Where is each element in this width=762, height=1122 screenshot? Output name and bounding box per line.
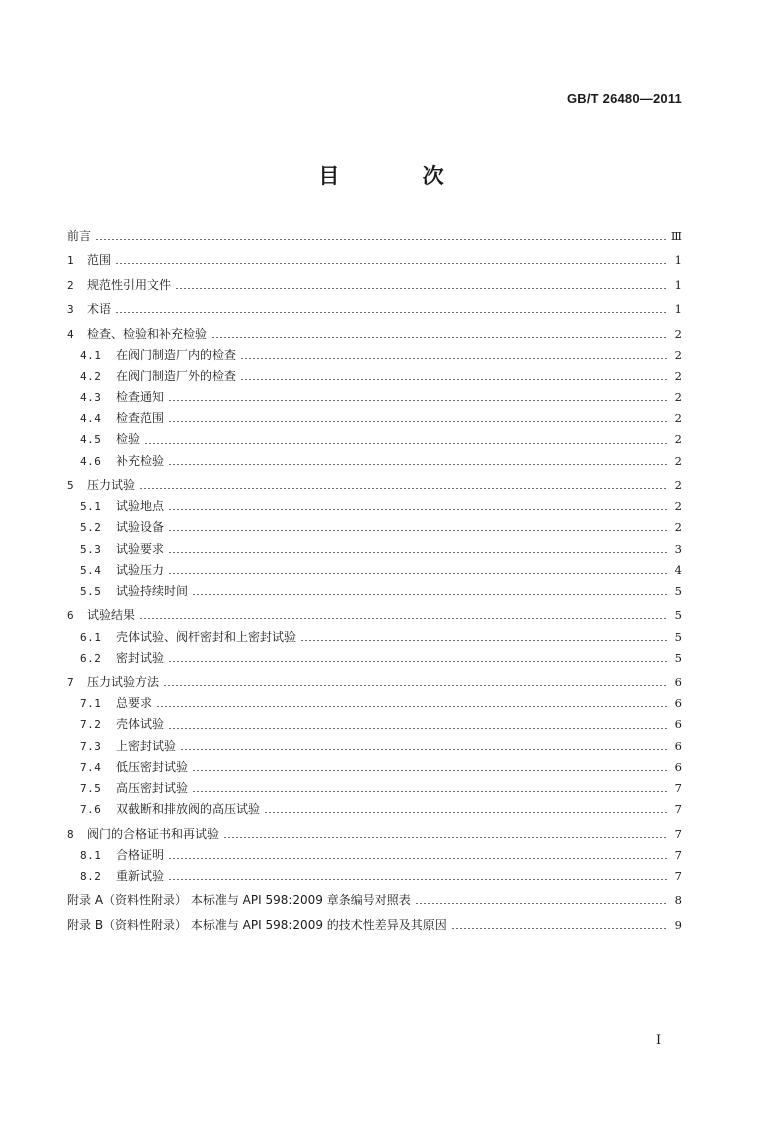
toc-entry[interactable]: [67, 757, 682, 778]
toc-entry-page: 2: [674, 453, 682, 468]
dot-leader: [168, 400, 668, 401]
toc-entry-page: 7: [674, 802, 682, 817]
toc-entry-label: 试验压力: [116, 562, 165, 577]
toc-entry-number: 5.2: [80, 521, 102, 535]
dot-leader: [144, 443, 668, 444]
toc-entry-number: 4.2: [80, 369, 102, 383]
dot-leader: [168, 858, 668, 859]
dot-leader: [139, 618, 668, 619]
toc-entry-label: 试验结果: [87, 608, 136, 623]
toc-entry-page: 5: [674, 608, 682, 623]
toc-entry[interactable]: [67, 324, 682, 345]
toc-entry-label: 总要求: [116, 696, 153, 711]
toc-entry[interactable]: [67, 539, 682, 560]
dot-leader: [211, 337, 668, 338]
dot-leader: [168, 509, 668, 510]
toc-entry[interactable]: [67, 799, 682, 820]
toc-entry-page: 6: [674, 696, 682, 711]
toc-entry-page: 2: [674, 326, 682, 341]
toc-entry-number: 4.4: [80, 412, 102, 426]
toc-entry-label: 前言: [67, 229, 92, 243]
toc-entry-number: 7.6: [80, 803, 102, 817]
dot-leader: [223, 837, 668, 838]
toc-entry-number: 7.5: [80, 782, 102, 795]
toc-entry-label: 阀门的合格证书和再试验: [87, 826, 220, 841]
toc-entry-number: 5.3: [80, 542, 102, 556]
toc-entry-number: 5: [67, 479, 74, 492]
toc-entry-label: 范围: [87, 253, 112, 268]
toc-entry-page: 2: [674, 432, 682, 447]
toc-entry[interactable]: [67, 627, 682, 648]
dot-leader: [168, 573, 668, 574]
dot-leader: [168, 464, 668, 465]
dot-leader: [264, 812, 668, 813]
toc-entry[interactable]: [67, 451, 682, 472]
toc-entry-number: 4.3: [80, 391, 102, 405]
dot-leader: [240, 358, 668, 359]
toc-entry-page: 3: [674, 541, 682, 556]
toc-entry-page: 1: [674, 253, 682, 268]
dot-leader: [115, 312, 668, 313]
dot-leader: [192, 791, 668, 792]
toc-entry-label: 试验地点: [116, 499, 165, 514]
toc-entry-number: 7: [67, 676, 74, 690]
dot-leader: [115, 263, 668, 264]
toc-entry[interactable]: [67, 429, 682, 450]
page-title: 目 次: [318, 164, 482, 188]
dot-leader: [95, 239, 667, 240]
toc-entry-number: 5.1: [80, 500, 102, 514]
toc-entry-number: 7.4: [80, 760, 102, 774]
toc-entry[interactable]: [67, 778, 682, 799]
toc-entry-page: 2: [674, 347, 682, 362]
dot-leader: [168, 552, 668, 553]
toc-entry-page: 6: [674, 675, 682, 690]
toc-entry-label: 附录 A（资料性附录） 本标准与 API 598:2009 章条编号对照表: [67, 893, 411, 908]
toc-entry-label: 高压密封试验: [116, 781, 189, 795]
dot-leader: [415, 903, 668, 904]
toc-entry-label: 规范性引用文件: [87, 277, 172, 292]
toc-entry-number: 4.5: [80, 433, 102, 447]
toc-entry-page: 2: [674, 411, 682, 426]
toc-entry[interactable]: [67, 366, 682, 387]
toc-entry-page: 7: [674, 826, 682, 841]
toc-entry-number: 5.5: [80, 584, 102, 598]
toc-entry-page: 7: [674, 781, 682, 795]
toc-entry-number: 5.4: [80, 563, 102, 577]
toc-entry-page: Ⅲ: [670, 229, 682, 243]
toc-entry[interactable]: [67, 387, 682, 408]
toc-entry-page: 2: [674, 499, 682, 514]
dot-leader: [168, 661, 668, 662]
toc-entry-label: 低压密封试验: [116, 759, 189, 774]
toc-entry[interactable]: [67, 845, 682, 866]
table-of-contents: [67, 226, 682, 936]
toc-entry-page: 5: [674, 629, 682, 644]
toc-entry-label: 上密封试验: [116, 738, 177, 753]
toc-entry[interactable]: [67, 714, 682, 735]
toc-entry-page: 2: [674, 478, 682, 492]
toc-entry[interactable]: [67, 560, 682, 581]
toc-entry-label: 试验设备: [116, 520, 165, 535]
toc-entry-label: 在阀门制造厂外的检查: [116, 368, 237, 383]
toc-entry-number: 7.1: [80, 697, 102, 711]
toc-entry[interactable]: [67, 408, 682, 429]
toc-entry[interactable]: [67, 517, 682, 538]
toc-entry-label: 壳体试验、阀杆密封和上密封试验: [116, 629, 297, 644]
toc-entry-page: 5: [674, 583, 682, 598]
toc-entry-label: 双截断和排放阀的高压试验: [116, 802, 261, 817]
toc-entry-page: 4: [674, 562, 682, 577]
toc-entry[interactable]: [67, 605, 682, 626]
toc-entry-label: 检查、检验和补充检验: [87, 326, 208, 341]
toc-entry-number: 1: [67, 254, 74, 268]
toc-entry[interactable]: [67, 824, 682, 845]
toc-entry[interactable]: [67, 693, 682, 714]
toc-entry-number: 3: [67, 303, 74, 317]
toc-entry-page: 6: [674, 738, 682, 753]
toc-entry[interactable]: [67, 345, 682, 366]
toc-entry-page: 2: [674, 520, 682, 535]
toc-entry-number: 7.3: [80, 739, 102, 753]
toc-entry-page: 7: [674, 868, 682, 883]
toc-entry-label: 密封试验: [116, 650, 165, 665]
toc-entry-number: 6.1: [80, 630, 102, 644]
dot-leader: [175, 288, 668, 289]
toc-entry-label: 在阀门制造厂内的检查: [116, 347, 237, 362]
toc-entry-number: 6.2: [80, 651, 102, 665]
toc-entry-label: 重新试验: [116, 868, 165, 883]
standard-code: GB/T 26480—2011: [566, 91, 682, 106]
dot-leader: [163, 685, 668, 686]
toc-entry-label: 检查范围: [116, 411, 165, 426]
toc-entry-label: 压力试验方法: [87, 675, 160, 690]
toc-entry-number: 6: [67, 609, 74, 623]
toc-entry-number: 4: [67, 327, 74, 341]
toc-entry[interactable]: [67, 890, 682, 911]
dot-leader: [300, 640, 668, 641]
toc-entry-label: 试验持续时间: [116, 583, 189, 598]
toc-entry-number: 2: [67, 278, 74, 292]
toc-entry[interactable]: [67, 275, 682, 296]
toc-entry[interactable]: [67, 736, 682, 757]
toc-entry[interactable]: [67, 648, 682, 669]
toc-entry-number: 4.1: [80, 348, 102, 362]
toc-entry[interactable]: [67, 866, 682, 887]
dot-leader: [451, 928, 668, 929]
toc-entry-label: 补充检验: [116, 453, 165, 468]
toc-entry-label: 检查通知: [116, 390, 165, 405]
toc-entry-label: 壳体试验: [116, 717, 165, 732]
dot-leader: [168, 879, 668, 880]
toc-entry-number: 7.2: [80, 718, 102, 732]
toc-entry-label: 压力试验: [87, 478, 136, 492]
dot-leader: [168, 421, 668, 422]
dot-leader: [139, 488, 668, 489]
toc-entry[interactable]: [67, 299, 682, 320]
toc-entry-page: 2: [674, 390, 682, 405]
toc-entry[interactable]: [67, 581, 682, 602]
page-folio: I: [656, 1033, 662, 1048]
toc-entry[interactable]: [67, 672, 682, 693]
toc-entry-page: 7: [674, 847, 682, 862]
dot-leader: [168, 530, 668, 531]
toc-entry[interactable]: [67, 250, 682, 271]
toc-entry[interactable]: [67, 226, 682, 247]
dot-leader: [192, 594, 668, 595]
toc-entry-page: 6: [674, 759, 682, 774]
toc-entry[interactable]: [67, 496, 682, 517]
toc-entry-page: 1: [674, 277, 682, 292]
toc-entry-number: 8.1: [80, 848, 102, 862]
toc-entry-number: 8.2: [80, 869, 102, 883]
toc-entry-number: 4.6: [80, 454, 102, 468]
toc-entry-page: 2: [674, 368, 682, 383]
toc-entry-page: 6: [674, 717, 682, 732]
toc-entry-page: 5: [674, 650, 682, 665]
toc-entry-label: 附录 B（资料性附录） 本标准与 API 598:2009 的技术性差异及其原因: [67, 917, 447, 932]
dot-leader: [180, 749, 668, 750]
dot-leader: [156, 706, 668, 707]
toc-entry-page: 9: [674, 917, 682, 932]
toc-entry-number: 8: [67, 827, 74, 841]
dot-leader: [240, 379, 668, 380]
toc-entry[interactable]: [67, 475, 682, 496]
toc-entry-page: 1: [674, 302, 682, 317]
toc-entry-label: 术语: [87, 302, 112, 317]
toc-entry-label: 合格证明: [116, 847, 165, 862]
toc-entry[interactable]: [67, 915, 682, 936]
toc-entry-label: 检验: [116, 432, 141, 447]
dot-leader: [168, 728, 668, 729]
toc-entry-page: 8: [674, 893, 682, 908]
toc-entry-label: 试验要求: [116, 541, 165, 556]
dot-leader: [192, 770, 668, 771]
